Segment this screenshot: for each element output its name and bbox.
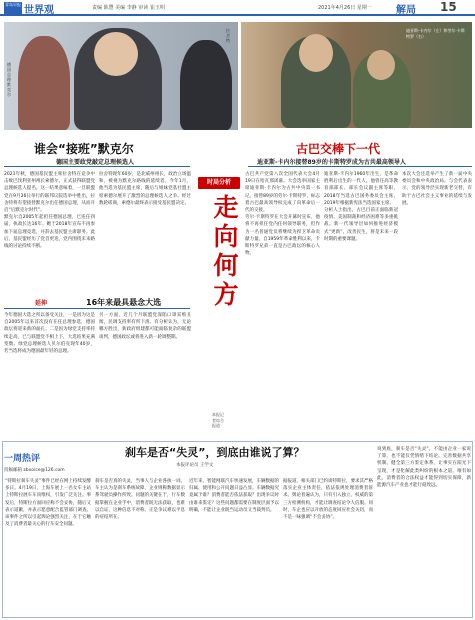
brake-col3 — [189, 478, 279, 616]
article-left-col3 — [4, 312, 95, 436]
article-left-col1 — [4, 171, 95, 295]
masthead — [0, 0, 475, 16]
article-left-para: 今年德国大选之所以备受关注，一是因为这是自2005年以来首次没有在任总理参选，德国政坛将迎来新的面孔；二是因为绿党支持率持续走高，已与联盟党不相上下，大选结果充满变数。绿党总理候选人贝尔伯克现年40岁，若当选将成为德国最年轻的总理。 — [4, 313, 95, 355]
person-figure — [18, 36, 70, 130]
article-left-col4 — [99, 312, 191, 436]
photo-caption: 迪亚斯-卡内尔（左）和劳尔·卡斯特罗（右） — [406, 28, 465, 39]
commentary-title: 走向何方 — [213, 193, 239, 309]
brake-article-author: 本报评论员 王学文 — [176, 463, 214, 468]
divider — [4, 308, 190, 309]
person-face — [299, 34, 333, 72]
brake-col5 — [377, 446, 471, 616]
article-right-para: 古巴共产党第八次全国代表大会4月19日在哈瓦那闭幕。大会选举国家主席迪亚斯-卡内尔为古共中央第一书记，接替89岁的劳尔·卡斯特罗，标志着古巴最高领导权完成了向革命后一代的交接。 — [245, 172, 320, 214]
brake-para: 据报道，相关部门已约谈特斯拉，要求其严格落实企业主体责任，依法依规处理消费者诉求。舆论普遍认为，只有引入独立、权威的第三方检测机构，才能让调查结论令人信服。同时，车企也应以开放的态度回应社会关切，而不是一味强调“不会妥协”。 — [283, 479, 373, 521]
brake-para: 近年来，智能网联汽车快速发展，车辆数据的归属、使用和公开问题日益凸显。车辆数据究竟属于谁？消费者能否依法获取？出现争议时由谁来鉴定？这些问题都需要在制度层面予以明确，不能让企业既当运动员又当裁判员。 — [189, 479, 279, 513]
brake-article-title: 刹车是否“失灵”，到底由谁说了算？ — [125, 446, 305, 459]
article-left-col2 — [99, 171, 191, 295]
article-left-para: 默克尔自2005年起担任德国总理，已连任四届，执政长达16年。她于2018年宣布不再参加下届总理竞选，并辞去基民盟主席职务。此后，基民盟经历了党首更迭，党内围绕未来路线的讨论持续不断。 — [4, 215, 95, 250]
article-right-col1 — [245, 171, 320, 437]
commentary-badge: 时局分析 — [198, 177, 240, 189]
merkel-photo — [4, 22, 238, 130]
article-right-para: 劳尔·卡斯特罗在大会开幕时宣布，他将不再担任党内任何领导职务，但作为一名普通党员将继续为捍卫革命贡献力量。自1959年革命胜利以来，卡斯特罗兄弟一直是古巴政坛的核心人物。 — [245, 215, 320, 257]
article-right-col3 — [402, 171, 472, 437]
brake-para: “特斯拉刹车失灵”事件已经在网上持续发酵多日。4月19日，上海车展上一名女车主站上特斯拉展车车顶维权，引发广泛关注。事发后，特斯拉方面回应称不会妥协，随后又表示道歉，并表示愿意配合监管部门调查。该事件之所以引起舆论强烈关注，在于它触及了消费者最关心的行车安全问题。 — [5, 479, 91, 528]
extension-title: 16年来最具悬念大选 — [86, 298, 162, 307]
weekly-hot-title: 一周热评 — [4, 454, 41, 464]
person-face — [367, 50, 395, 80]
article-right-subtitle: 迪亚斯-卡内尔接替89岁的卡斯特罗成为古共最高领导人 — [257, 159, 406, 166]
brake-para: 说到底，刹车是否“失灵”，不能由企业一家说了算，也不能仅凭情绪下结论。完善数据共享机制、健全第三方鉴定体系，让事实在阳光下呈现，才是化解此类纠纷的根本之道。唯有如此，消费者的合法权益才能得到切实保障，新能源汽车产业也才能行稳致远。 — [377, 447, 471, 489]
article-right-para: 迪亚斯-卡内尔1960年出生，是革命胜利后出生的一代人。他曾任高等教育部部长、部长会议副主席等职，2018年当选古巴国务委员会主席，2019年根据新宪法当选国家主席。 — [324, 172, 398, 206]
article-right-col2 — [324, 171, 398, 437]
article-left-para: 2021年秋，德国基民盟主席拉舍特在竞争中击败巴伐利亚州州长索德尔，正式获得联盟党总理候选人提名。这一结果意味着，一旦联盟党在9月26日举行的联邦议院选举中胜出，拉舍特将有望接替默克尔出任德国总理，从而开启“后默克尔时代”。 — [4, 172, 95, 214]
article-left-para: 拉舍特现年60岁，是北威州州长，政治立场温和，被视为默克尔路线的延续者。今年1月，他当选为基民盟主席，随后与姐妹党基社盟主席索德尔展开了激烈的总理候选人之争。经过数轮磋商，索德尔最终表示接受基民盟决定。 — [99, 172, 191, 206]
commentary-author: 本报记者综合报道 — [212, 412, 224, 428]
person-face — [94, 32, 138, 76]
brake-col1 — [5, 478, 91, 616]
article-left-title: 谁会“接班”默克尔 — [34, 142, 134, 156]
submission-email: 投稿邮箱 zbvoice@126.com — [4, 468, 65, 473]
article-left-subtitle: 德国主要政党敲定总理候选人 — [56, 159, 135, 166]
article-left-para: 另一方面，近几个月联盟党深陷口罩采购丑闻，民调支持率有所下滑。有分析认为，无论哪方胜出，新政府组建都可能面临复杂的联盟谈判，德国政坛或将进入新一轮调整期。 — [99, 313, 191, 340]
brake-col2 — [95, 478, 185, 616]
divider — [4, 166, 190, 167]
newspaper-logo: 青岛早报 — [4, 2, 22, 14]
photo-tag-laschet: 拉舍特 — [226, 28, 230, 43]
section-right-title: 解局 — [396, 5, 416, 16]
article-right-para: 本次大会还选举产生了新一届中央委员会和中央政治局。与会代表表示，党的领导层实现新老交替，有助于古巴社会主义事业的延续与发展。 — [402, 172, 472, 206]
issue-date: 2021年4月26日 星期一 — [318, 5, 372, 11]
page-number: 15 — [440, 0, 457, 14]
cuba-leaders-photo — [241, 22, 472, 128]
editors-line: 责编 陈豐 美编 李静 审读 崔玉明 — [92, 5, 165, 11]
section-title: 世界观 — [24, 5, 54, 16]
extension-tag: 延伸 — [35, 300, 48, 307]
photo-tag-merkel: 德国总理默克尔 — [7, 62, 11, 97]
divider — [248, 166, 472, 167]
brake-col4 — [283, 478, 373, 616]
article-right-para: 分析人士指出，古巴目前正面临新冠疫情、美国制裁和经济困难等多重挑战。新一代领导层如何推进经济模式“更新”、改善民生，将是未来一段时期的重要课题。 — [324, 208, 398, 242]
brake-para: 刹车是否真的失灵，当事人与企业各执一词。车主认为是刹车系统故障，企业则称数据显示系驾驶员操作所致。问题的关键在于，行车数据掌握在企业手中，消费者既无法获取，也难以自证，这种信息不对称，正是争议难以平息的症结所在。 — [95, 479, 185, 521]
person-figure — [180, 40, 232, 130]
article-right-title: 古巴交棒下一代 — [296, 142, 381, 156]
